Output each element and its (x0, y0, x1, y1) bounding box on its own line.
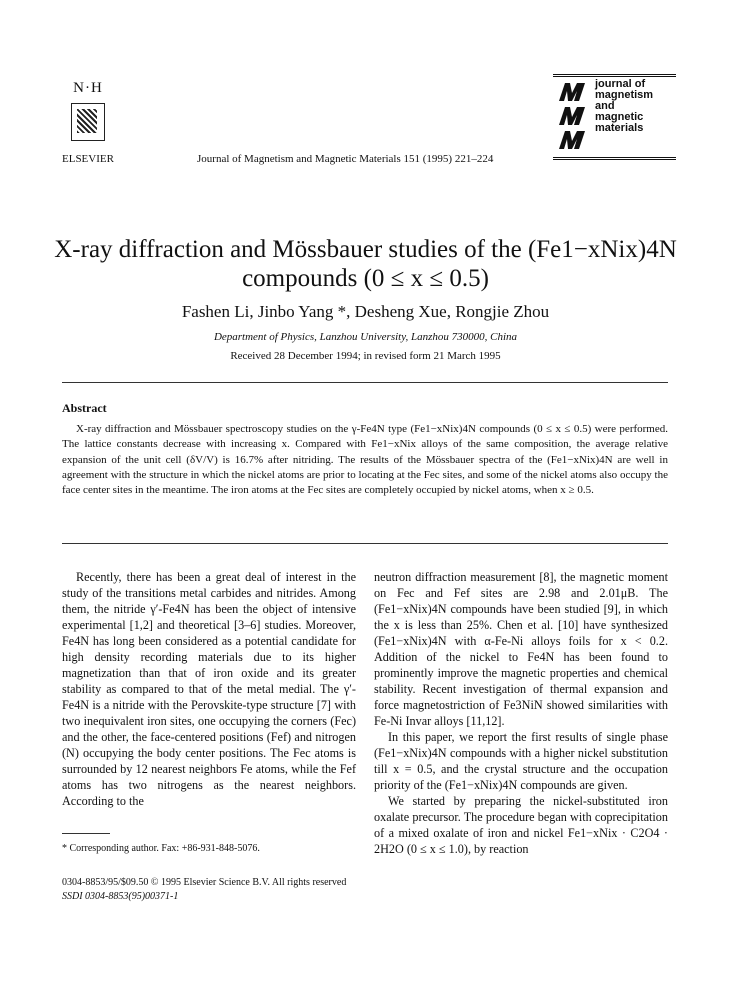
footnote-rule (62, 833, 110, 834)
journal-citation: Journal of Magnetism and Magnetic Materials 151 (1995) 221–224 (197, 153, 494, 165)
copyright: 0304-8853/95/$09.50 © 1995 Elsevier Science B.V. All rights reserved SSDI 0304-8853(95)00371-1 (62, 877, 347, 902)
abstract-heading: Abstract (62, 401, 107, 415)
affiliation: Department of Physics, Lanzhou University, Lanzhou 730000, China (213, 331, 518, 343)
tree-icon (71, 103, 105, 141)
m-mark-icon (559, 131, 585, 149)
received-date: Received 28 December 1994; in revised form 21 March 1995 (230, 350, 501, 362)
logo-rule-bottom (553, 157, 676, 160)
article-title: X-ray diffraction and Mössbauer studies of the (Fe1−xNix)4N compounds (0 ≤ x ≤ 0.5) (54, 236, 677, 292)
divider (62, 382, 668, 383)
abstract-text: X-ray diffraction and Mössbauer spectroscopy studies on the γ-Fe4N type (Fe1−xNix)4N compounds (0 ≤ x ≤ 0.5) were performed. The lattice constants decrease with increasing x. Compared with Fe1−xNix alloys of the same composition, the average relative expansion of the unit cell (δV/V) is 16.7% after nitriding. The results of the Mössbauer spectra of the (Fe1−xNix)4N are well in agreement with the structure in which the nickel atoms are prior to locating at the Fec sites, and some of the nickel atoms also occupy the face center sites in the meantime. The iron atoms at the Fec sites are completely occupied by nickel atoms, when x ≥ 0.5. (62, 423, 668, 497)
paragraph: We started by preparing the nickel-substituted iron oxalate precursor. The procedure began with coprecipitation of a mixed oxalate of iron and nickel Fe1−xNix · C2O4 · 2H2O (0 ≤ x ≤ 1.0), by reaction (374, 794, 668, 856)
divider (62, 543, 668, 544)
m-mark-icon (559, 107, 585, 125)
journal-logo (553, 74, 676, 159)
journal-logo-text: journal of magnetism and magnetic materials (595, 78, 654, 134)
publisher-logo (62, 80, 114, 141)
publisher-name: ELSEVIER (62, 153, 114, 165)
m-mark-icon (559, 83, 585, 101)
publisher-mark: N·H (73, 80, 103, 96)
authors: Fashen Li, Jinbo Yang *, Desheng Xue, Rongjie Zhou (181, 302, 550, 321)
footnote: * Corresponding author. Fax: +86-931-848-5076. (62, 843, 260, 854)
paragraph: In this paper, we report the first results of single phase (Fe1−xNix)4N compounds with a higher nickel substitution till x = 0.5, and the crystal structure and the occupation priority of the (Fe1−xNix)4N compounds are given. (374, 730, 668, 792)
paragraph: neutron diffraction measurement [8], the magnetic moment on Fec and Fef sites are 2.98 and 2.01μB. The (Fe1−xNix)4N compounds have been studied [9], in which the x is less than 25%. Chen et al. [10] have synthesized (Fe1−xNix)4N with α-Fe-Ni alloys foils for x < 0.2. Addition of the nickel to Fe4N has been found to prominently improve the magnetic properties and chemical stability. Recent investigation of thermal expansion and force magnetostriction of Fe3NiN showed similarities with Fe-Ni Invar alloys [11,12]. (374, 570, 668, 728)
paragraph: Recently, there has been a great deal of interest in the study of the transitions metal carbides and nitrides. Among them, the nitride γ′-Fe4N has been the object of intensive experimental [1,2] and theoretical [3–6] studies. Moreover, Fe4N has long been considered as a potential candidate for high density recording materials due to its higher magnetization than that of iron oxide and its greater stability as compared to that of the metal medial. The γ′-Fe4N is a nitride with the Perovskite-type structure [7] with two inequivalent iron sites, one occupying the corners (Fec) and the other, the face-centered positions (Fef) and nitrogen (N) occupying the body center positions. The Fec atoms is surrounded by 12 nearest neighbors Fe atoms, while the Fef atoms has two nitrogens as the nearest neighbors. According to the (62, 570, 356, 808)
